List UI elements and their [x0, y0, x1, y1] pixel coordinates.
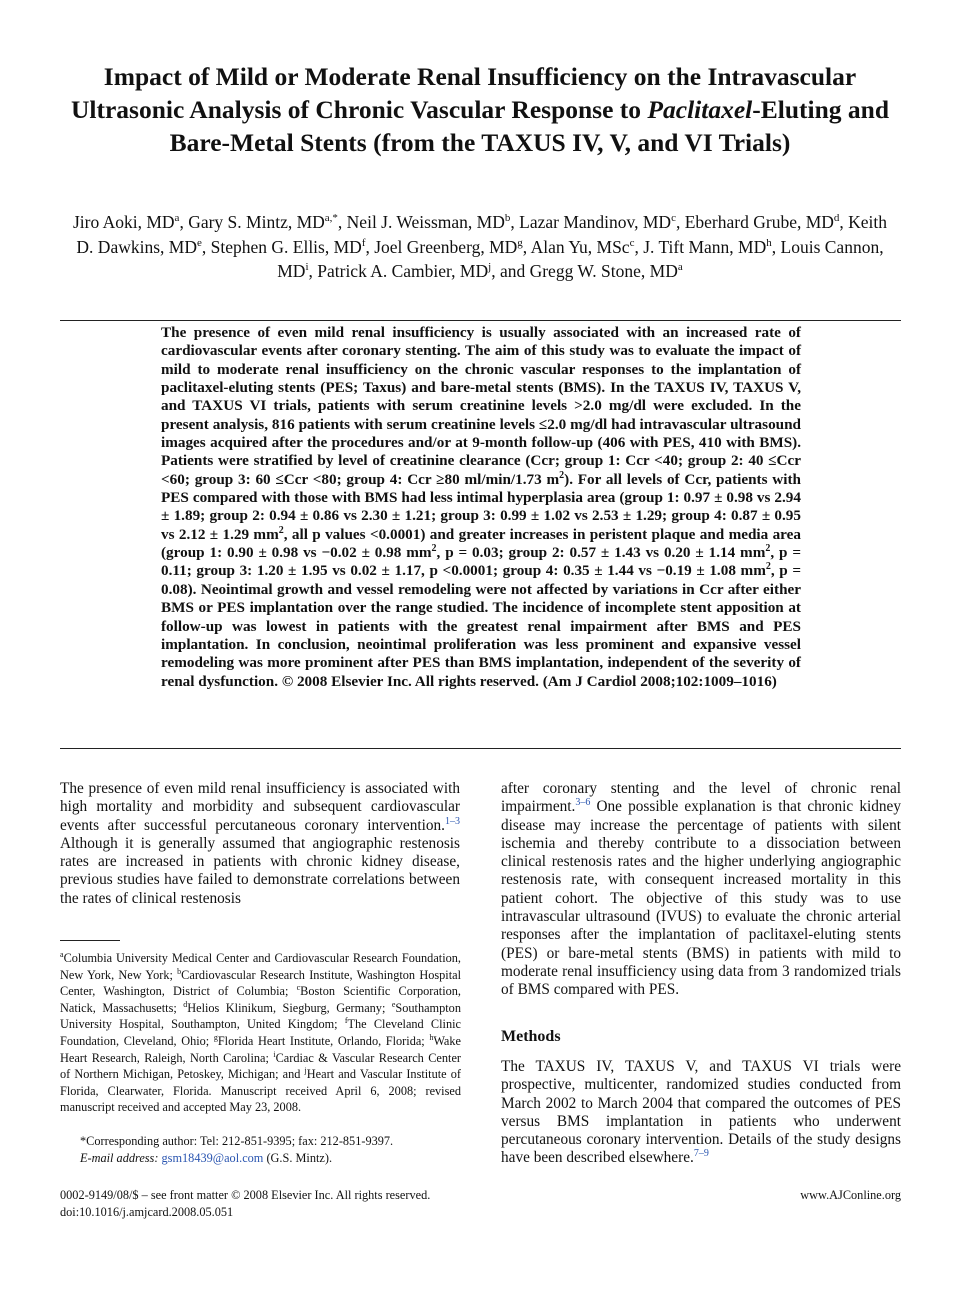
author-affiliation-mark: b: [504, 212, 511, 225]
affiliation-text: Wake Heart Research, Raleigh, North Carolina;: [60, 1033, 461, 1065]
affiliation-mark: d: [183, 999, 188, 1009]
intro-paragraph-1-continued: after coronary stenting and the level of chronic renal impairment.$^{3-6}$ One possible explanation is that chronic kidney disease may increase the percentage of patients with silent ischemia and thereby contribute to a dissociation between clinical restenosis rates and the higher underlying angiographic restenosis rate, with consequent increased mortality in this patient cohort. The objective of this study was to use intravascular ultrasound (IVUS) to evaluate the chronic arterial responses after the implantation of paclitaxel-eluting stents (PES) or bare-metal stents (BMS) in patients with mild to moderate renal insufficiency using data from 3 randomized trials of BMS compared with PES.: [501, 780, 901, 999]
author-affiliation-mark: c: [671, 212, 676, 225]
affiliation-text: Florida Heart Institute, Orlando, Florida;: [217, 1033, 430, 1048]
author-name: Louis Cannon, MD: [277, 236, 884, 281]
affiliation-mark: j: [304, 1066, 307, 1076]
author-affiliation-mark: a,*: [324, 212, 338, 225]
abstract: The presence of even mild renal insufficiency is usually associated with an increased rate of cardiovascular events after coronary stenting. The aim of this study was to evaluate the impact of mild to moderate renal insufficiency on the chronic vascular responses to the implantation of paclitaxel-eluting stents (PES; Taxus) and bare-metal stents (BMS). In the TAXUS IV, TAXUS V, and TAXUS VI trials, patients with serum creatinine levels >2.0 mg/dl were excluded. In the present analysis, 816 patients with serum creatinine levels ≤2.0 mg/dl had intravascular ultrasound images acquired after the procedures and/or at 9-month follow-up (406 with PES, 410 with BMS). Patients were stratified by level of creatinine clearance (Ccr; group 1: Ccr <40; group 2: 40 ≤Ccr <60; group 3: 60 ≤Ccr <80; group 4: Ccr ≥80 ml/min/1.73 $m^2$). For all levels of Ccr, patients with PES compared with those with BMS had less intimal hyperplasia area (group 1: 0.97 ± 0.98 vs 2.94 ± 1.89; group 2: 0.94 ± 0.86 vs 2.30 ± 1.21; group 3: 0.99 ± 1.02 vs 2.53 ± 1.29; group 4: 0.87 ± 0.95 vs 2.12 ± 1.29 $mm^2$, all p values <0.0001) and greater increases in peristent plaque and media area (group 1: 0.90 ± 0.98 vs −0.02 ± 0.98 $mm^2$, p = 0.03; group 2: 0.57 ± 1.43 vs 0.20 ± 1.14 $mm^2$, p = 0.11; group 3: 1.20 ± 1.95 vs 0.02 ± 1.17, p <0.0001; group 4: 0.35 ± 1.44 vs −0.19 ± 1.08 $mm^2$, p = 0.08). Neointimal growth and vessel remodeling were not affected by variations in Ccr after either BMS or PES implantation over the range studied. The incidence of incomplete stent apposition at follow-up was lowest in patients with the greatest renal impairment after BMS and PES implantation. In conclusion, neointimal proliferation was less prominent and expansive vessel remodeling was more prominent after PES than BMS implantation, independent of the severity of renal dysfunction. © 2008 Elsevier Inc. All rights reserved. (Am J Cardiol 2008;102:1009–1016): [161, 324, 801, 690]
author-affiliation-mark: a: [677, 261, 683, 274]
author-affiliation-mark: i: [305, 261, 309, 274]
affiliation-mark: b: [177, 966, 182, 976]
affiliation-mark: e: [391, 999, 396, 1009]
citation-link-3-6[interactable]: 3–6: [575, 797, 591, 809]
email-link[interactable]: gsm18439@aol.com: [161, 1151, 264, 1165]
author-affiliation-mark: c: [629, 236, 635, 249]
author-name: Neil J. Weissman, MD: [346, 212, 505, 232]
author-name: Patrick A. Cambier, MD: [317, 261, 489, 281]
abstract-top-rule: [60, 320, 901, 321]
author-name: Jiro Aoki, MD: [72, 212, 175, 232]
affiliation-footnotes: [60, 950, 461, 1116]
title-text-1: Impact of Mild or Moderate Renal Insufficiency on the Intravascular Ultrasonic Analysis of Chronic Vascular Response to: [71, 62, 857, 124]
author-name: Keith D. Dawkins, MD: [76, 212, 888, 257]
intro-paragraph-1: The presence of even mild renal insufficiency is associated with high mortality and morbidity and subsequent cardiovascular events after successful percutaneous coronary intervention.$^{1-3}$ Although it is generally assumed that angiographic restenosis rates are increased in patients with chronic kidney disease, previous studies have failed to demonstrate correlations between the rates of clinical restenosis: [60, 780, 460, 907]
author-affiliation-mark: d: [833, 212, 840, 225]
affiliation-text: Columbia University Medical Center and Cardiovascular Research Foundation, New York, New York;: [60, 951, 461, 982]
abstract-bottom-rule: [60, 748, 901, 749]
affiliation-text: Southampton University Hospital, Southampton, United Kingdom;: [60, 1000, 461, 1032]
author-affiliation-mark: g: [517, 236, 523, 249]
title-italic-text: Paclitaxel: [647, 95, 753, 124]
methods-paragraph-1: The TAXUS IV, TAXUS V, and TAXUS VI trials were prospective, multicenter, randomized studies conducted from March 2002 to March 2004 that compared the outcomes of PES versus BMS implantation in patients who underwent percutaneous coronary intervention. Details of the study designs have been described elsewhere.$^{7-9}$: [501, 1058, 901, 1167]
affiliation-text: Cardiovascular Research Institute, Washington Hospital Center, Washington, District of Columbia;: [60, 967, 461, 999]
citation-link-7-9[interactable]: 7–9: [693, 1148, 709, 1160]
author-name: Gregg W. Stone, MD: [529, 261, 678, 281]
methods-heading: Methods: [501, 1028, 561, 1045]
author-affiliation-mark: e: [196, 236, 202, 249]
email-footnote: E-mail address: gsm18439@aol.com (G.S. Mintz).: [80, 1151, 333, 1165]
affiliation-text: Helios Klinikum, Siegburg, Germany;: [187, 1000, 392, 1015]
author-name: Lazar Mandinov, MD: [519, 212, 672, 232]
affiliation-text: Cardiac & Vascular Research Center of Northern Michigan, Petoskey, Michigan; and: [60, 1050, 461, 1082]
affiliation-mark: a: [60, 949, 64, 959]
author-affiliation-mark: a: [174, 212, 180, 225]
citation-link-1-3[interactable]: 1–3: [445, 815, 460, 827]
affiliation-mark: c: [296, 983, 301, 993]
corresponding-author-note: *Corresponding author: Tel: 212-851-9395; fax: 212-851-9397.: [80, 1134, 394, 1148]
author-list: Jiro Aoki, $MD^a$, Gary S. Mintz, $MD^{a,*}$, Neil J. Weissman, $MD^b$, Lazar Mandinov, $MD^c$, Eberhard Grube, $MD^d$, Keith D. Dawkins, MDe, Stephen G. Ellis, $MD^f$, Joel Greenberg, $MD^g$, Alan Yu, MSc$^c$, J. Tift Mann, $MD^h$, Louis Cannon, $MD^i$, Patrick A. Cambier, $MD^j$, and Gregg W. Stone, $MD^a$: [72, 212, 888, 281]
author-affiliation-mark: j: [488, 261, 492, 274]
author-affiliation-mark: f: [361, 236, 366, 249]
author-affiliation-mark: h: [766, 236, 772, 249]
footnote-divider: [60, 940, 120, 941]
doi-line: doi:10.1016/j.amjcard.2008.05.051: [60, 1205, 234, 1219]
affiliation-mark: g: [213, 1032, 218, 1042]
journal-website[interactable]: www.AJConline.org: [800, 1188, 901, 1202]
author-name: J. Tift Mann, MD: [643, 236, 767, 257]
author-name: Alan Yu, MSc: [530, 236, 630, 257]
issn-copyright-line: 0002-9149/08/$ – see front matter © 2008 Elsevier Inc. All rights reserved.: [60, 1188, 431, 1202]
affiliation-text: The Cleveland Clinic Foundation, Cleveland, Ohio;: [60, 1017, 461, 1048]
article-title: [60, 60, 900, 159]
author-name: Gary S. Mintz, MD: [188, 212, 325, 232]
author-name: Joel Greenberg, MD: [374, 236, 518, 257]
body-column-left: [60, 780, 460, 908]
affiliation-mark: i: [273, 1049, 276, 1059]
author-name: Stephen G. Ellis, MD: [210, 236, 362, 257]
affiliation-mark: h: [429, 1032, 434, 1042]
body-column-right: [501, 780, 901, 1000]
affiliation-text: Heart and Vascular Institute of Florida, Clearwater, Florida. Manuscript received April 6, 2008; revised manuscript received and accepted May 23, 2008.: [60, 1067, 461, 1115]
author-name: Eberhard Grube, MD: [684, 212, 834, 232]
affiliation-mark: f: [344, 1016, 348, 1026]
affiliation-text: Boston Scientific Corporation, Natick, Massachusetts;: [60, 984, 462, 1015]
title-text-2: -Eluting and Bare-Metal Stents (from the TAXUS IV, V, and VI Trials): [169, 95, 889, 157]
